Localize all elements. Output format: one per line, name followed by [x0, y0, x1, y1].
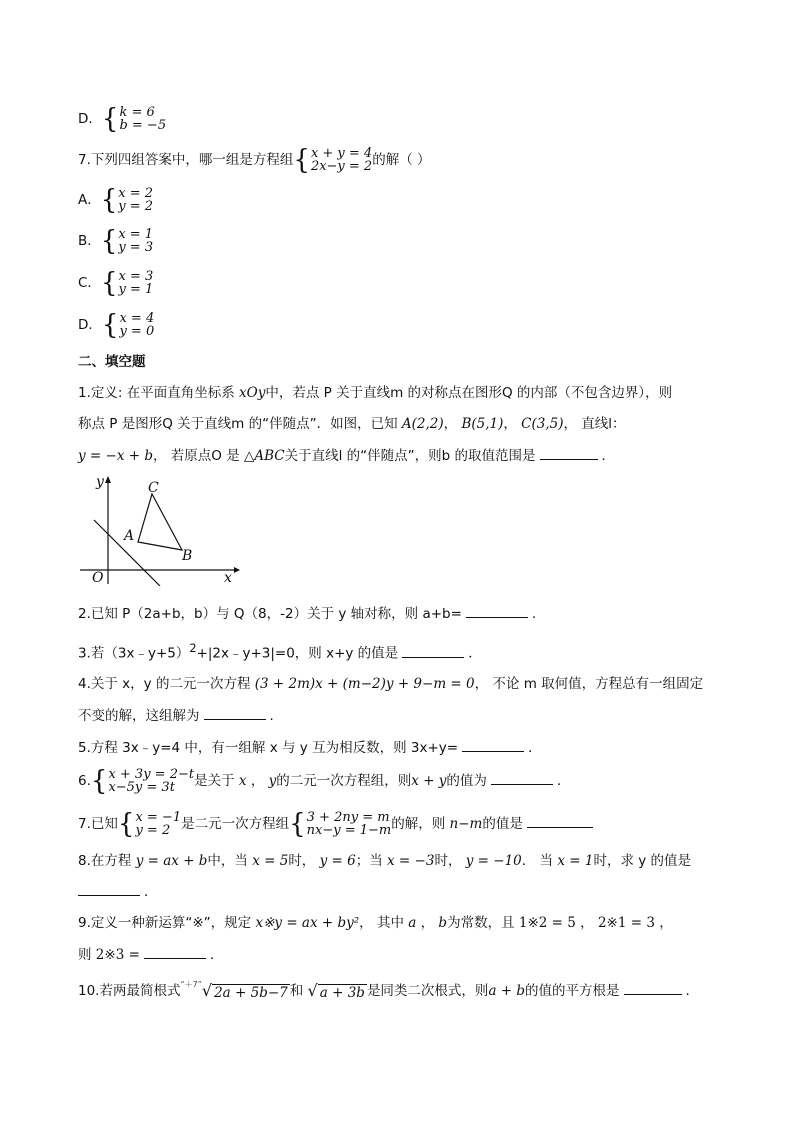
f9-line1: 9.定义一种新运算“※”，规定 x※y = ax + by²， 其中 a ， b为常数，且 1※2 = 5 ， 2※1 = 3 ， [78, 915, 673, 931]
section-heading: 二、填空题 [78, 354, 146, 370]
f2: 2.已知 P（2a+b，b）与 Q（8，-2）关于 y 轴对称，则 a+b= . [78, 603, 536, 624]
x-axis-label: x [224, 570, 232, 586]
point-b-label: B [182, 548, 193, 564]
f8-line1: 8.在方程 y = ax + b中，当 x = 5时， y = 6；当 x = −3时， y = −10． 当 x = 1时，求 y 的值是 [78, 853, 692, 869]
answer-blank [466, 603, 528, 618]
y-axis-label: y [96, 474, 104, 490]
f8-line2: ． [78, 881, 158, 902]
point-a-label: A [124, 528, 135, 544]
equation-system: { x = 2 y = 2 [100, 184, 154, 216]
f4-line2: 不变的解，这组解为 ． [78, 705, 283, 726]
f10: 10.若两最简根式$^{“+7”}$ √ 2a + 5b−7 和 √ a + 3b 是同类二次根式，则a + b的值的平方根是 ． [78, 980, 700, 1001]
f4-line1: 4.关于 x，y 的二元一次方程 (3 + 2m)x + (m−2)y + 9−m = 0， 不论 m 取何值，方程总有一组固定 [78, 676, 704, 692]
q7-option-b: B． { x = 1 y = 3 [78, 225, 154, 257]
f1-line1: 1.定义: 在平面直角坐标系 xOy中，若点 P 关于直线m 的对称点在图形Q 的内部（不包含边界），则 [78, 385, 673, 401]
radical-1: √ 2a + 5b−7 [201, 981, 288, 1001]
origin-label: O [92, 570, 104, 586]
q7-option-c: C． { x = 3 y = 1 [78, 267, 154, 299]
equation-system: { x + y = 4 2x−y = 2 [293, 144, 373, 176]
f7: 7.已知 { x = −1 y = 2 是二元一次方程组 { 3 + 2ny = m nx−y = 1−m 的解，则 n−m的值是 [78, 811, 597, 837]
answer-blank [78, 881, 140, 896]
answer-blank [540, 445, 598, 460]
q7-option-d: D． { x = 4 y = 0 [78, 309, 155, 341]
equation-system: { x = −1 y = 2 [117, 808, 182, 840]
f1-line2: 称点 P 是图形Q 关于直线m 的“伴随点”．如图，已知 A(2,2)， B(5,1)， C(3,5)， 直线l： [78, 416, 626, 432]
answer-blank [527, 813, 593, 828]
equation-system: { x = 4 y = 0 [101, 309, 155, 341]
f1-figure [76, 474, 242, 586]
f9-line2: 则 2※3 = ． [78, 944, 223, 965]
answer-blank [144, 944, 206, 959]
f6: 6. { x + 3y = 2−t x−5y = 3t 是关于 x ， y的二元一次方程组，则x + y的值为 ． [78, 765, 571, 797]
answer-blank [204, 705, 266, 720]
equation-system: { x + 3y = 2−t x−5y = 3t [90, 765, 195, 797]
equation-system: { x = 1 y = 3 [100, 225, 154, 257]
q7-stem: 7.下列四组答案中，哪一组是方程组 { x + y = 4 2x−y = 2 的解（ ） [78, 144, 431, 176]
answer-blank [462, 737, 524, 752]
q6-option-d [78, 103, 167, 135]
f3: 3.若（3x﹣y+5）$^2$+|2x﹣y+3|=0，则 x+y 的值是 ． [78, 642, 482, 662]
radical-2: √ a + 3b [307, 981, 365, 1001]
q7-option-a: A． { x = 2 y = 2 [78, 184, 154, 216]
option-label: D． [78, 111, 102, 127]
equation-system: { x = 3 y = 1 [100, 267, 154, 299]
answer-blank [402, 643, 464, 658]
radical-index: “＋7” [180, 980, 202, 989]
triangle-abc [138, 494, 182, 550]
y-axis-arrow [105, 476, 111, 483]
equation-system: { 3 + 2ny = m nx−y = 1−m [289, 808, 392, 840]
point-c-label: C [148, 480, 159, 496]
x-axis-arrow [234, 567, 240, 573]
equation-system: { k = 6 b = −5 [101, 103, 167, 135]
answer-blank [624, 980, 682, 995]
f1-line3: y = −x + b， 若原点O 是 △ABC关于直线l 的“伴随点”，则b 的取值范围是 ． [78, 445, 615, 466]
answer-blank [491, 770, 553, 785]
f5: 5.方程 3x﹣y=4 中，有一组解 x 与 y 互为相反数，则 3x+y= ． [78, 737, 542, 758]
